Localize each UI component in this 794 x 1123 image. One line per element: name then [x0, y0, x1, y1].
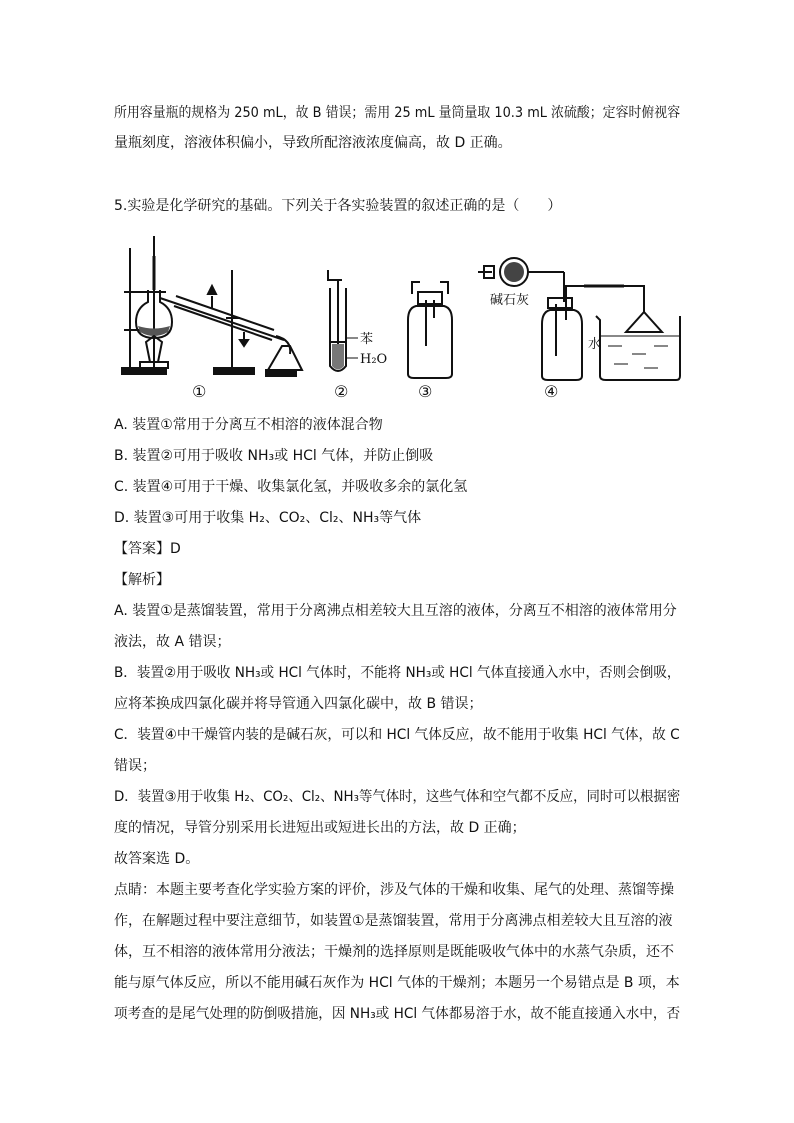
soda-lime-label: 碱石灰 — [490, 293, 530, 308]
analysis-line: D．装置③用于收集 H₂、CO₂、Cl₂、NH₃等气体时，这些气体和空气都不反应，同时可以根据密 — [114, 789, 681, 805]
analysis-line: B．装置②用于吸收 NH₃或 HCl 气体时，不能将 NH₃或 HCl 气体直接通入水中，否则会倒吸， — [114, 665, 681, 681]
tips-line: 作，在解题过程中要注意细节，如装置①是蒸馏装置，常用于分离沸点相差较大且互溶的液 — [114, 913, 673, 929]
analysis-conclusion: 故答案选 D。 — [114, 851, 200, 867]
analysis-line: 应将苯换成四氯化碳并将导管通入四氯化碳中，故 B 错误； — [114, 696, 483, 712]
tips-line: 项考查的是尾气处理的防倒吸措施，因 NH₃或 HCl 气体都易溶于水，故不能直接通入水中，否 — [114, 1006, 681, 1022]
analysis-line: A. 装置①是蒸馏装置，常用于分离沸点相差较大且互溶的液体，分离互不相溶的液体常用分 — [114, 603, 677, 619]
intro-line-2: 量瓶刻度，溶液体积偏小，导致所配溶液浓度偏高，故 D 正确。 — [114, 135, 512, 151]
benzene-label: 苯 — [360, 332, 374, 347]
distillation-apparatus — [122, 236, 302, 376]
gas-bottle-apparatus — [408, 282, 452, 378]
drying-collection-apparatus — [478, 258, 680, 380]
water-formula-label: H₂O — [360, 352, 388, 367]
figure-label-2: ② — [334, 382, 349, 401]
option-a: A. 装置①常用于分离互不相溶的液体混合物 — [114, 417, 383, 433]
answer-line: 【答案】D — [114, 541, 181, 557]
option-d: D. 装置③可用于收集 H₂、CO₂、Cl₂、NH₃等气体 — [114, 510, 422, 526]
tips-line: 体，互不相溶的液体常用分液法；干燥剂的选择原则是既能吸收气体中的水蒸气杂质，还不 — [114, 944, 674, 960]
figure-label-4: ④ — [544, 382, 559, 401]
analysis-line: 错误； — [114, 758, 156, 774]
apparatus-figure — [114, 236, 694, 406]
analysis-line: 液法，故 A 错误； — [114, 634, 231, 650]
analysis-line: 度的情况，导管分别采用长进短出或短进长出的方法，故 D 正确； — [114, 820, 526, 836]
option-c: C. 装置④可用于干燥、收集氯化氢，并吸收多余的氯化氢 — [114, 479, 468, 495]
intro-line-1: 所用容量瓶的规格为 250 mL，故 B 错误；需用 25 mL 量筒量取 10.3 mL 浓硫酸；定容时俯视容 — [114, 105, 681, 121]
question-stem: 5.实验是化学研究的基础。下列关于各实验装置的叙述正确的是（ ） — [114, 198, 562, 214]
tips-line: 点睛：本题主要考查化学实验方案的评价，涉及气体的干燥和收集、尾气的处理、蒸馏等操 — [114, 882, 674, 898]
figure-label-1: ① — [192, 382, 207, 401]
analysis-heading: 【解析】 — [114, 572, 170, 588]
figure-label-3: ③ — [418, 382, 433, 401]
option-b: B. 装置②可用于吸收 NH₃或 HCl 气体，并防止倒吸 — [114, 448, 434, 464]
analysis-line: C．装置④中干燥管内装的是碱石灰，可以和 HCl 气体反应，故不能用于收集 HCl 气体，故 C — [114, 727, 680, 743]
tips-line: 能与原气体反应，所以不能用碱石灰作为 HCl 气体的干燥剂；本题另一个易错点是 B 项，本 — [114, 975, 680, 991]
water-label: 水 — [588, 337, 602, 352]
test-tube-apparatus — [328, 270, 358, 371]
